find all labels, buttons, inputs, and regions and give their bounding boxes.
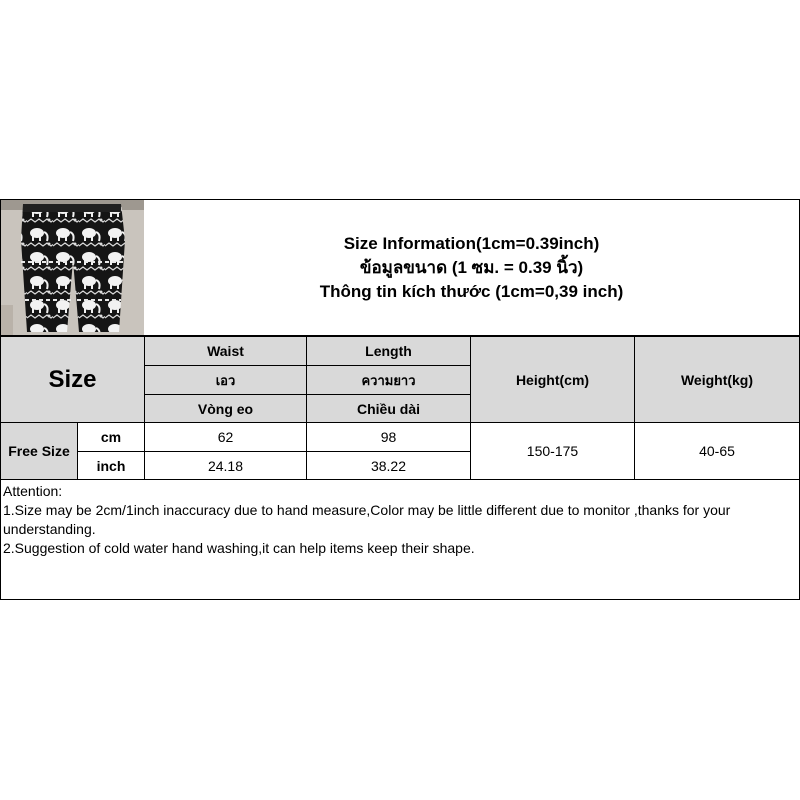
weight-header: Weight(kg) [634, 336, 800, 423]
title-vietnamese: Thông tin kích thước (1cm=0,39 inch) [319, 281, 624, 301]
product-photo [0, 199, 145, 336]
length-inch-value: 38.22 [306, 451, 471, 480]
unit-inch-label: inch [77, 451, 145, 480]
waist-inch-value: 24.18 [144, 451, 307, 480]
notes-line-1: 1.Size may be 2cm/1inch inaccuracy due to hand measure,Color may be little different due to monitor ,thanks for your understanding. [3, 502, 731, 537]
height-header: Height(cm) [470, 336, 635, 423]
unit-cm-label: cm [77, 422, 145, 452]
weight-value: 40-65 [634, 422, 800, 480]
pants-illustration [1, 200, 144, 335]
size-information-title [144, 199, 800, 336]
length-cm-value: 98 [306, 422, 471, 452]
height-value: 150-175 [470, 422, 635, 480]
attention-notes [0, 479, 800, 600]
free-size-label: Free Size [0, 422, 78, 480]
waist-header-en: Waist [144, 336, 307, 366]
size-header: Size [0, 336, 145, 423]
size-chart [0, 199, 800, 600]
notes-line-2: 2.Suggestion of cold water hand washing,it can help items keep their shape. [3, 540, 475, 556]
waist-header-vi: Vòng eo [144, 394, 307, 423]
length-header-vi: Chiều dài [306, 394, 471, 423]
length-header-th: ความยาว [306, 365, 471, 395]
length-header-en: Length [306, 336, 471, 366]
title-english: Size Information(1cm=0.39inch) [343, 233, 600, 253]
waist-cm-value: 62 [144, 422, 307, 452]
waist-header-th: เอว [144, 365, 307, 395]
notes-heading: Attention: [3, 483, 63, 499]
title-thai: ข้อมูลขนาด (1 ซม. = 0.39 นิ้ว) [359, 257, 584, 277]
